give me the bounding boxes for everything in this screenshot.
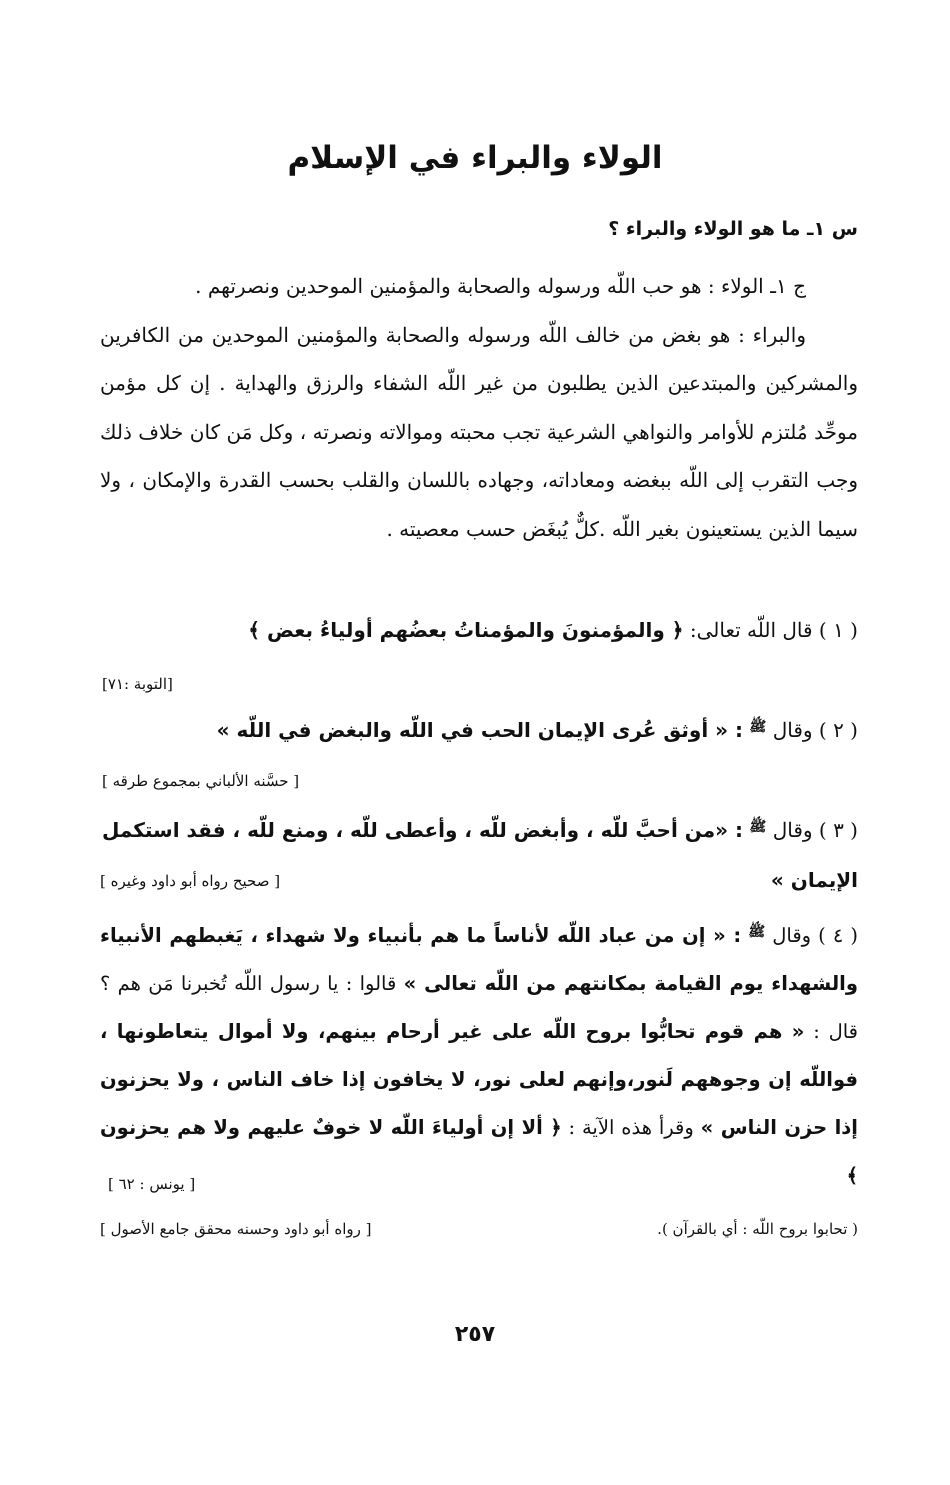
pbuh-icon: ﷺ [748,924,766,940]
answer-body [100,262,858,553]
evidence-3-text: : «من أحبَّ للّه ، وأبغض للّه ، وأعطى للّه ، ومنع للّه ، فقد استكمل [101,818,744,842]
evidence-4-ref: [ يونس : ٦٢ ] [108,1175,196,1193]
evidence-1-intro: ( ١ ) قال اللّه تعالى: [689,618,858,642]
evidence-2-ref: [ حسَّنه الألباني بمجموع طرقه ] [102,772,300,790]
answer-wala: ج ١ـ الولاء : هو حب اللّه ورسوله والصحابة والمؤمنين الموحدين ونصرتهم . [195,274,806,298]
evidence-4-text-b: قالوا : يا رسول اللّه تُخبرنا مَن هم ؟ قال : [100,972,858,1043]
answer-bara: والبراء : هو بغض من خالف اللّه ورسوله والصحابة والمؤمنين الموحدين من الكافرين والمشركين والمبتدعين الذين يطلبون من غير اللّه الشفاء والرزق والهداية . إن كل مؤمن موحِّد مُلتزم للأوامر والنواهي الشرعية تجب محبته وموالاته ونصرته ، وكل مَن كان خلاف ذلك وجب التقرب إلى اللّه ببغضه ومعاداته، وجهاده باللسان والقلب بحسب القدرة والإمكان ، ولا سيما الذين يستعينون بغير اللّه .كلٌّ يُبغَض حسب معصيته . [100,322,859,541]
evidence-3-intro: ( ٣ ) وقال [772,818,858,842]
evidence-3 [100,818,858,842]
evidence-3-ref: [ صحيح رواه أبو داود وغيره ] [100,872,281,890]
footnote-left: [ رواه أبو داود وحسنه محقق جامع الأصول ] [100,1220,372,1238]
evidence-2-intro: ( ٢ ) وقال [772,718,858,742]
pbuh-icon: ﷺ [749,819,767,835]
evidence-2 [100,718,858,742]
evidence-2-text: : « أوثق عُرى الإيمان الحب في اللّه والبغض في اللّه » [216,718,744,742]
evidence-3-end-line [100,868,858,892]
evidence-4 [100,908,858,1200]
evidence-1-ref: [التوبة :٧١] [102,675,173,693]
footnotes [100,1220,858,1238]
evidence-4-text-a: : « إن من عباد اللّه لأناساً ما هم بأنبياء ولا شهداء ، يَغبطهم الأنبياء والشهداء يوم القيامة بمكانتهم من اللّه تعالى » [100,924,858,995]
evidence-4-text-d: وقرأ هذه الآية : [568,1116,694,1139]
evidence-4-intro: ( ٤ ) وقال [772,924,859,947]
question-heading: س ١ـ ما هو الولاء والبراء ؟ [608,218,858,240]
footnote-right: ( تحابوا بروح اللّه : أي بالقرآن ). [657,1220,858,1238]
evidence-1-verse: ﴿ والمؤمنونَ والمؤمناتُ بعضُهم أولياءُ بعض ﴾ [248,618,684,642]
evidence-4-text-c: « هم قوم تحابُّوا بروح اللّه على غير أرحام بينهم، ولا أموال يتعاطونها ، فواللّه إن وجوههم لَنور،وإنهم لعلى نور، لا يخافون إذا خاف الناس ، ولا يحزنون إذا حزن الناس » [100,1020,858,1139]
evidence-3-text-end: الإيمان » [770,868,858,892]
pbuh-icon: ﷺ [749,719,767,735]
evidence-1 [100,618,858,642]
page-number: ٢٥٧ [454,1322,496,1347]
page-title: الولاء والبراء في الإسلام [287,140,663,176]
evidence-4-verse: ﴿ ألا إن أولياءَ اللّه لا خوفٌ عليهم ولا هم يحزنون ﴾ [100,1116,858,1187]
